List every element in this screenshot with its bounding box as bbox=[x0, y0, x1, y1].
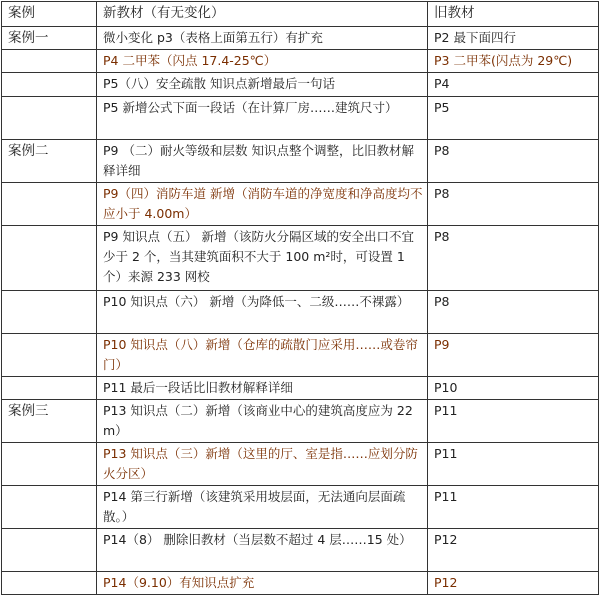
table-row bbox=[2, 291, 599, 334]
new-cell: P9 （二）耐火等级和层数 知识点整个调整，比旧教材解释详细 bbox=[97, 140, 428, 183]
old-cell: P12 bbox=[428, 529, 599, 572]
case-cell bbox=[2, 572, 97, 595]
new-cell: 微小变化 p3（表格上面第五行）有扩充 bbox=[97, 27, 428, 50]
old-cell: P8 bbox=[428, 183, 599, 226]
new-cell: P10 知识点（六） 新增（为降低一、二级……不裸露） bbox=[97, 291, 428, 334]
table-row bbox=[2, 486, 599, 529]
case-cell bbox=[2, 183, 97, 226]
header-old-textbook: 旧教材 bbox=[428, 2, 599, 27]
old-cell: P5 bbox=[428, 97, 599, 140]
case-cell bbox=[2, 486, 97, 529]
case-cell bbox=[2, 334, 97, 377]
comparison-table bbox=[1, 1, 599, 595]
table-row bbox=[2, 572, 599, 595]
old-cell: P11 bbox=[428, 486, 599, 529]
old-cell: P3 二甲苯(闪点为 29℃) bbox=[428, 50, 599, 73]
old-cell: P10 bbox=[428, 377, 599, 400]
case-cell bbox=[2, 226, 97, 291]
new-cell: P14 第三行新增（该建筑采用坡层面，无法通向层面疏散。） bbox=[97, 486, 428, 529]
old-cell: P12 bbox=[428, 572, 599, 595]
old-cell: P2 最下面四行 bbox=[428, 27, 599, 50]
new-cell: P14（8） 删除旧教材（当层数不超过 4 层……15 处） bbox=[97, 529, 428, 572]
new-cell: P5（八）安全疏散 知识点新增最后一句话 bbox=[97, 73, 428, 97]
old-cell: P8 bbox=[428, 226, 599, 291]
case-cell: 案例二 bbox=[2, 140, 97, 183]
new-cell: P10 知识点（八）新增（仓库的疏散门应采用……或卷帘门） bbox=[97, 334, 428, 377]
table-row bbox=[2, 226, 599, 291]
table-header-row bbox=[2, 2, 599, 27]
table-row bbox=[2, 73, 599, 97]
case-cell: 案例一 bbox=[2, 27, 97, 50]
table-row bbox=[2, 97, 599, 140]
table-row bbox=[2, 50, 599, 73]
case-cell: 案例三 bbox=[2, 400, 97, 443]
table-row bbox=[2, 400, 599, 443]
case-cell bbox=[2, 291, 97, 334]
case-cell bbox=[2, 529, 97, 572]
case-cell bbox=[2, 73, 97, 97]
case-cell bbox=[2, 377, 97, 400]
new-cell: P9 知识点（五） 新增（该防火分隔区域的安全出口不宜少于 2 个，当其建筑面积不大于 100 m²时，可设置 1 个）来源 233 网校 bbox=[97, 226, 428, 291]
case-cell bbox=[2, 97, 97, 140]
header-new-textbook: 新教材（有无变化） bbox=[97, 2, 428, 27]
new-cell: P5 新增公式下面一段话（在计算厂房……建筑尺寸） bbox=[97, 97, 428, 140]
table-row bbox=[2, 443, 599, 486]
old-cell: P11 bbox=[428, 443, 599, 486]
table-row bbox=[2, 140, 599, 183]
table-row bbox=[2, 334, 599, 377]
new-cell: P9（四）消防车道 新增（消防车道的净宽度和净高度均不应小于 4.00m） bbox=[97, 183, 428, 226]
new-cell: P13 知识点（二）新增（该商业中心的建筑高度应为 22m） bbox=[97, 400, 428, 443]
table-row bbox=[2, 529, 599, 572]
old-cell: P4 bbox=[428, 73, 599, 97]
old-cell: P8 bbox=[428, 291, 599, 334]
case-cell bbox=[2, 443, 97, 486]
new-cell: P14（9.10）有知识点扩充 bbox=[97, 572, 428, 595]
new-cell: P4 二甲苯（闪点 17.4-25℃） bbox=[97, 50, 428, 73]
new-cell: P11 最后一段话比旧教材解释详细 bbox=[97, 377, 428, 400]
case-cell bbox=[2, 50, 97, 73]
table-row bbox=[2, 377, 599, 400]
table-row bbox=[2, 27, 599, 50]
old-cell: P8 bbox=[428, 140, 599, 183]
header-case: 案例 bbox=[2, 2, 97, 27]
old-cell: P9 bbox=[428, 334, 599, 377]
table-row bbox=[2, 183, 599, 226]
new-cell: P13 知识点（三）新增（这里的厅、室是指……应划分防火分区） bbox=[97, 443, 428, 486]
old-cell: P11 bbox=[428, 400, 599, 443]
